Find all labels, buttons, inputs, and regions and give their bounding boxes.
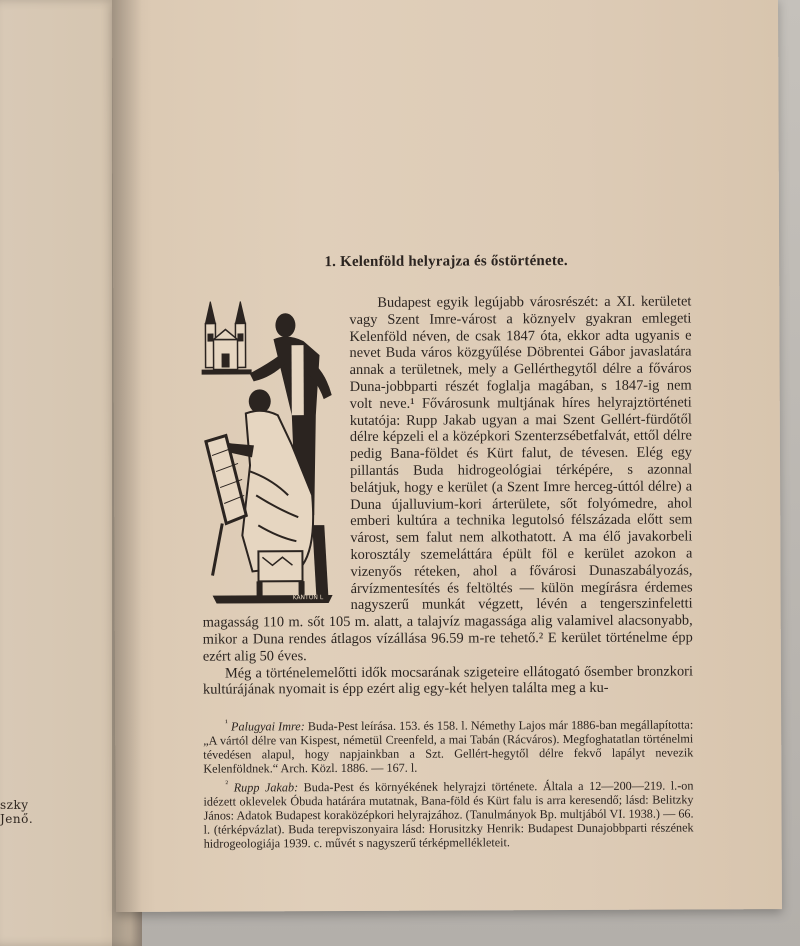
footnote-1-number: ¹ bbox=[225, 717, 228, 728]
footnote-2-author: Rupp Jakab: bbox=[233, 780, 299, 795]
paragraph-2: Még a történelemelőtti idők mocsarának szigeteire ellátogató ősember bronzkori kultúrájának nyomait is épp ezért alig egy-két helyen találta meg a ku- bbox=[202, 663, 693, 698]
chapter-title: 1. Kelenföld helyrajza és őstörténete. bbox=[324, 253, 568, 271]
footnote-2-number: ² bbox=[225, 778, 229, 789]
footnote-2-text: Buda-Pest és környékének helyrajzi története. Általa a 12—200—219. l.-on idézett oklevelek Óbuda határára mutatnak, Bana-föld és Kürt falu is arra keresendő; lásd: Belitzky János: Adatok Budapest koraközépkori helyrajzához. (Tanulmányok Bp. multjából VI. 1938.) — 66. l. (térképvázlat). Buda terepviszonyaira lásd: Horusitzky Henrik: Budapest Dunajobbparti részének hidrogeologiája 1939. c. művét s nagyszerű térképmellékleteit. bbox=[203, 778, 694, 851]
footnote-2 bbox=[203, 776, 693, 851]
footnotes bbox=[203, 715, 694, 851]
paragraph-1: Budapest egyik legújabb városrészét: a XI. kerületet vagy Szent Imre-várost a köznyelv gyakran emlegeti Kelenföld néven, de csak 1847 óta, ekkor adta ugyanis e nevet Buda város közgyűlése Döbrentei Gábor javaslatára annak a területnek, mely a Gellérthegytől délre a főváros Duna-jobbparti részét foglalja magában, s 1847-ig nem volt neve.¹ Fővárosunk multjának híres helyrajztörténeti kutatója: Rupp Jakab ugyan a mai Szent Gellért-fürdőtől délre képzeli el a középkori Szenterzsébetfalvát, ettől délre pedig Bana-földet és Kürt falut, de tévesen. Elég egy pillantás Buda hidrogeológiai térképére, s azonnal belátjuk, hogy e kerület (a Szent Imre herceg-úttól délre) a Duna újalluvium-kori árterülete, sőt folyómedre, ahol emberi kultúra a technika legutolsó félszázada előtt sem várost, sem falut nem alkothatott. A ma élő javakorbeli korosztály szemeláttára épült föl e kerület azokon a vizenyős réteken, ahol a fővárosi Dunaszabályozás, árvízmentesítés és feltöltés — külön megírásra érdemes nagyszerű munkát végzett, lévén a tengerszinfeletti magasság 110 m. sőt 105 m. alatt, a talajvíz magassága alig valamivel alacsonyabb, mikor a Duna rendes átlagos vízállása 96.59 m-re tehető.² E kerület történelme épp ezért alig 50 éves. bbox=[202, 293, 693, 665]
right-page bbox=[112, 0, 782, 912]
left-page-edge-text: szky Jenő. bbox=[0, 798, 34, 826]
footnote-1-author: Palugyai Imre: bbox=[230, 719, 305, 734]
illustration-signature: KANTON L bbox=[292, 594, 324, 602]
footnote-1-text: Buda-Pest leírása. 153. és 158. l. Némethy Lajos már 1886-ban megállapította: „A vártól délre van Kispest, németül Creenfeld, a mai Tabán (Rácváros). Megfoghatatlan történelmi tévedésen alapul, hogy napjainkban a Szt. Gellért-hegytől délre fekvő lapályt nevezik Kelenföldnek.“ Arch. Közl. 1886. — 167. l. bbox=[203, 717, 694, 776]
main-text-block bbox=[201, 293, 693, 665]
footnote-1 bbox=[203, 715, 693, 776]
page-content bbox=[201, 252, 694, 853]
binding-shadow bbox=[112, 0, 142, 946]
church-and-figures-illustration bbox=[191, 295, 344, 606]
